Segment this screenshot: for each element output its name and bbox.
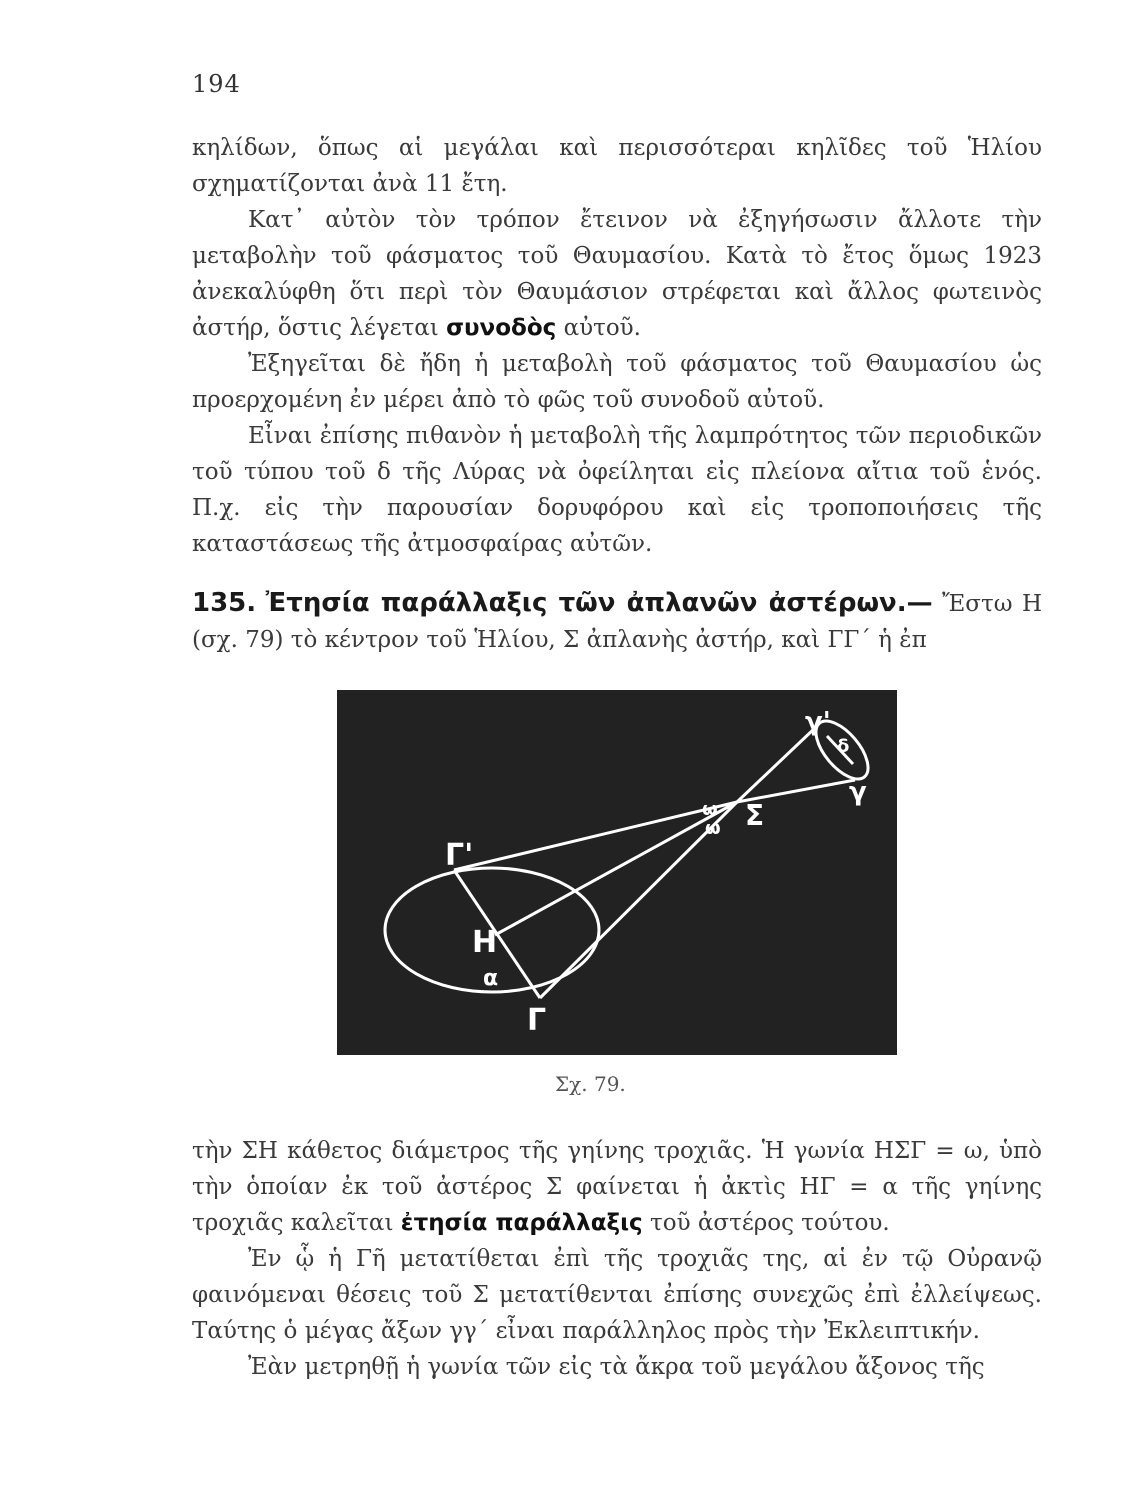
paragraph bbox=[192, 1349, 1042, 1385]
text-run: αὐτοῦ. bbox=[556, 315, 641, 341]
paragraph: κηλίδων, ὅπως αἱ μεγάλαι καὶ περισσότεραι κηλῖδες τοῦ Ἡλίου σχηματίζονται ἀνὰ 11 ἔτη. bbox=[192, 135, 1042, 197]
text-run: τοῦ ἀστέρος τούτου. bbox=[642, 1210, 890, 1236]
figure-caption: Σχ. 79. bbox=[555, 1072, 626, 1096]
section-paragraph bbox=[192, 585, 1042, 658]
label-gamma-small: γ bbox=[849, 777, 867, 807]
paragraph bbox=[192, 202, 1042, 346]
paragraph bbox=[192, 418, 1042, 562]
paragraph bbox=[192, 1133, 1042, 1241]
paragraph bbox=[192, 346, 1042, 418]
text-run: Ἐὰν μετρηθῇ ἡ γωνία τῶν εἰς τὰ ἄκρα τοῦ μεγάλου ἄξονος τῆς bbox=[248, 1354, 985, 1380]
section-text: Ἔστω Η (σχ. 79) τὸ κέντρον τοῦ Ἡλίου, Σ ἀπλανὴς ἀστήρ, καὶ ΓΓ΄ ἡ ἐπ bbox=[192, 591, 1042, 653]
section-block bbox=[192, 585, 1042, 658]
label-omega-1: ω bbox=[702, 799, 718, 820]
text-run: Εἶναι ἐπίσης πιθανὸν ἡ μεταβολὴ τῆς λαμπρότητος τῶν περιοδικῶν τοῦ τύπου τοῦ δ τῆς Λύρας νὰ ὀφείληται εἰς πλείονα αἴτια τοῦ ἑνός. Π.χ. εἰς τὴν παρουσίαν δορυφόρου καὶ εἰς τροποποιήσεις τῆς καταστάσεως τῆς ἀτμοσφαίρας αὐτῶν. bbox=[192, 423, 1042, 557]
paragraph bbox=[192, 1241, 1042, 1349]
label-omega-2: ω bbox=[705, 818, 721, 839]
label-sigma: Σ bbox=[745, 799, 765, 832]
label-gamma-prime: Γ' bbox=[445, 838, 474, 873]
text-block-top bbox=[192, 130, 1042, 562]
text-run: τὴν ΣΗ κάθετος διάμετρος τῆς γηίνης τροχιᾶς. Ἡ γωνία ΗΣΓ = ω, ὑπὸ τὴν ὁποίαν ἐκ τοῦ ἀστέρος Σ φαίνεται ἡ ἀκτὶς ΗΓ = α τῆς γηίνης τροχιᾶς καλεῖται bbox=[192, 1138, 1042, 1236]
label-alpha: α bbox=[483, 966, 499, 991]
label-delta-small: δ bbox=[837, 736, 850, 757]
figure-background bbox=[337, 690, 897, 1055]
section-number: 135. bbox=[192, 588, 257, 618]
section-title: Ἐτησία παράλλαξις τῶν ἀπλανῶν ἀστέρων.— bbox=[265, 588, 933, 618]
bold-term: ἐτησία παράλλαξις bbox=[400, 1210, 643, 1236]
text-run: Κατ᾽ αὐτὸν τὸν τρόπον ἔτεινον νὰ ἐξηγήσωσιν ἄλλοτε τὴν μεταβολὴν τοῦ φάσματος τοῦ Θαυμασίου. Κατὰ τὸ ἔτος ὅμως 1923 ἀνεκαλύφθη ὅτι περὶ τὸν Θαυμάσιον στρέφεται καὶ ἄλλος φωτεινὸς ἀστήρ, ὅστις λέγεται bbox=[192, 207, 1042, 341]
bold-term: συνοδὸς bbox=[446, 315, 557, 341]
text-block-bottom bbox=[192, 1133, 1042, 1385]
label-gamma-prime-small: γ' bbox=[805, 707, 831, 737]
label-eta: Η bbox=[472, 925, 498, 960]
parallax-figure bbox=[337, 690, 897, 1055]
page-number: 194 bbox=[192, 70, 241, 98]
text-run: Ἐξηγεῖται δὲ ἤδη ἡ μεταβολὴ τοῦ φάσματος τοῦ Θαυμασίου ὡς προερχομένη ἐν μέρει ἀπὸ τὸ φῶς τοῦ συνοδοῦ αὐτοῦ. bbox=[192, 351, 1042, 413]
label-gamma: Γ bbox=[527, 1003, 547, 1038]
text-run: Ἐν ᾧ ἡ Γῆ μετατίθεται ἐπὶ τῆς τροχιᾶς της, αἱ ἐν τῷ Οὐρανῷ φαινόμεναι θέσεις τοῦ Σ μετατίθενται ἐπίσης συνεχῶς ἐπὶ ἐλλείψεως. Ταύτης ὁ μέγας ἄξων γγ΄ εἶναι παράλληλος πρὸς τὴν Ἐκλειπτικήν. bbox=[192, 1246, 1042, 1344]
